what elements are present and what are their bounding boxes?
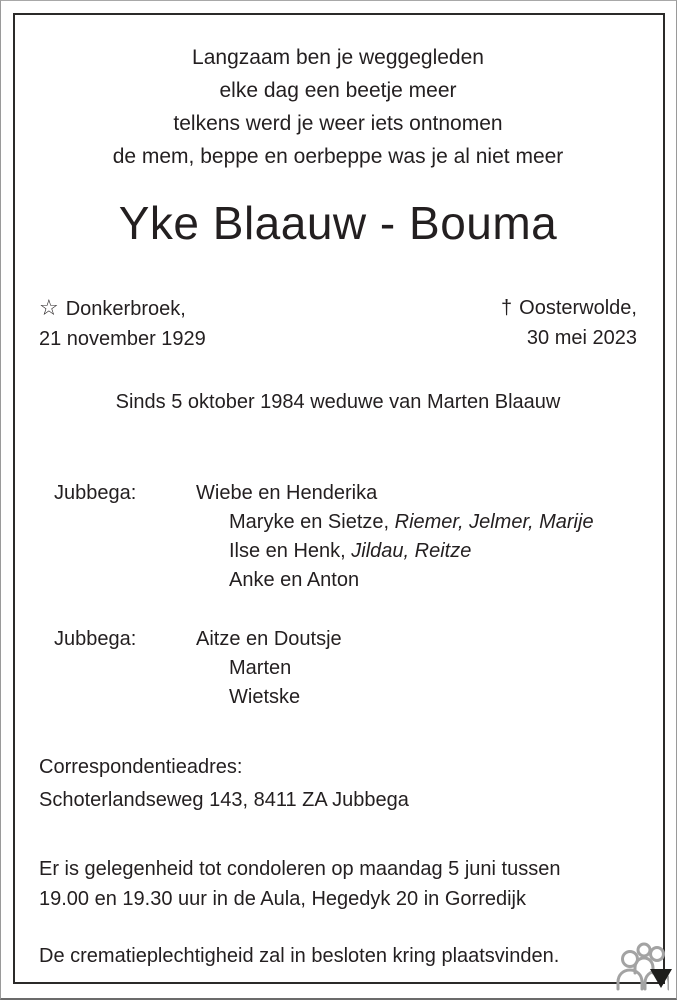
death-place: Oosterwolde,: [519, 297, 637, 319]
family-names-regular: Marten: [229, 657, 292, 679]
family-line: [196, 625, 637, 654]
death-date: 30 mei 2023: [526, 327, 637, 349]
family-line: [196, 537, 637, 566]
condolence-line: Er is gelegenheid tot condoleren op maandag 5 juni tussen: [39, 858, 561, 880]
birth-block: [39, 293, 206, 354]
family-place: Jubbega:: [54, 482, 137, 504]
birth-date: 21 november 1929: [39, 328, 206, 350]
condolence-block: [39, 854, 637, 914]
birth-death-row: [39, 293, 637, 354]
expand-down-arrow-icon[interactable]: [650, 969, 672, 988]
poem-line: elke dag een beetje meer: [219, 79, 457, 102]
correspondence-block: [39, 751, 637, 817]
family-names-regular: Wietske: [229, 686, 301, 708]
cremation-line: De crematieplechtigheid zal in besloten kring plaatsvinden.: [39, 945, 560, 967]
widow-line: Sinds 5 oktober 1984 weduwe van Marten Blaauw: [115, 391, 561, 413]
death-cross-icon: †: [501, 297, 513, 319]
family-names: [196, 625, 637, 712]
family-line: [196, 508, 637, 537]
poem-line: Langzaam ben je weggegleden: [192, 46, 484, 69]
family-names-regular: Aitze en Doutsje: [196, 628, 342, 650]
family-group: [54, 625, 637, 712]
correspondence-address: Schoterlandseweg 143, 8411 ZA Jubbega: [39, 789, 409, 811]
family-list: [39, 479, 637, 712]
deceased-name: Yke Blaauw - Bouma: [118, 197, 558, 249]
family-line: [196, 479, 637, 508]
family-names-regular: Wiebe en Henderika: [196, 482, 378, 504]
family-names-regular: Anke en Anton: [229, 569, 360, 591]
family-place: Jubbega:: [54, 628, 137, 650]
obituary-card: [13, 13, 665, 984]
memorial-poem: [39, 41, 637, 173]
family-names-italic: Riemer, Jelmer, Marije: [394, 511, 594, 533]
family-names-regular: Maryke en Sietze,: [229, 511, 395, 533]
birth-place: Donkerbroek,: [65, 298, 186, 320]
death-place-line: [501, 293, 637, 323]
poem-line: de mem, beppe en oerbeppe was je al niet meer: [112, 145, 564, 168]
birth-place-line: [39, 293, 206, 324]
family-group: [54, 479, 637, 595]
death-block: [501, 293, 637, 354]
birth-star-icon: ☆: [39, 295, 59, 320]
family-line: [196, 566, 637, 595]
family-names-italic: Jildau, Reitze: [351, 540, 472, 562]
family-line: [196, 683, 637, 712]
poem-line: telkens werd je weer iets ontnomen: [173, 112, 503, 135]
condolence-line: 19.00 en 19.30 uur in de Aula, Hegedyk 20 in Gorredijk: [39, 888, 526, 910]
correspondence-label: Correspondentieadres:: [39, 756, 243, 778]
family-names: [196, 479, 637, 595]
family-names-regular: Ilse en Henk,: [229, 540, 352, 562]
family-line: [196, 654, 637, 683]
